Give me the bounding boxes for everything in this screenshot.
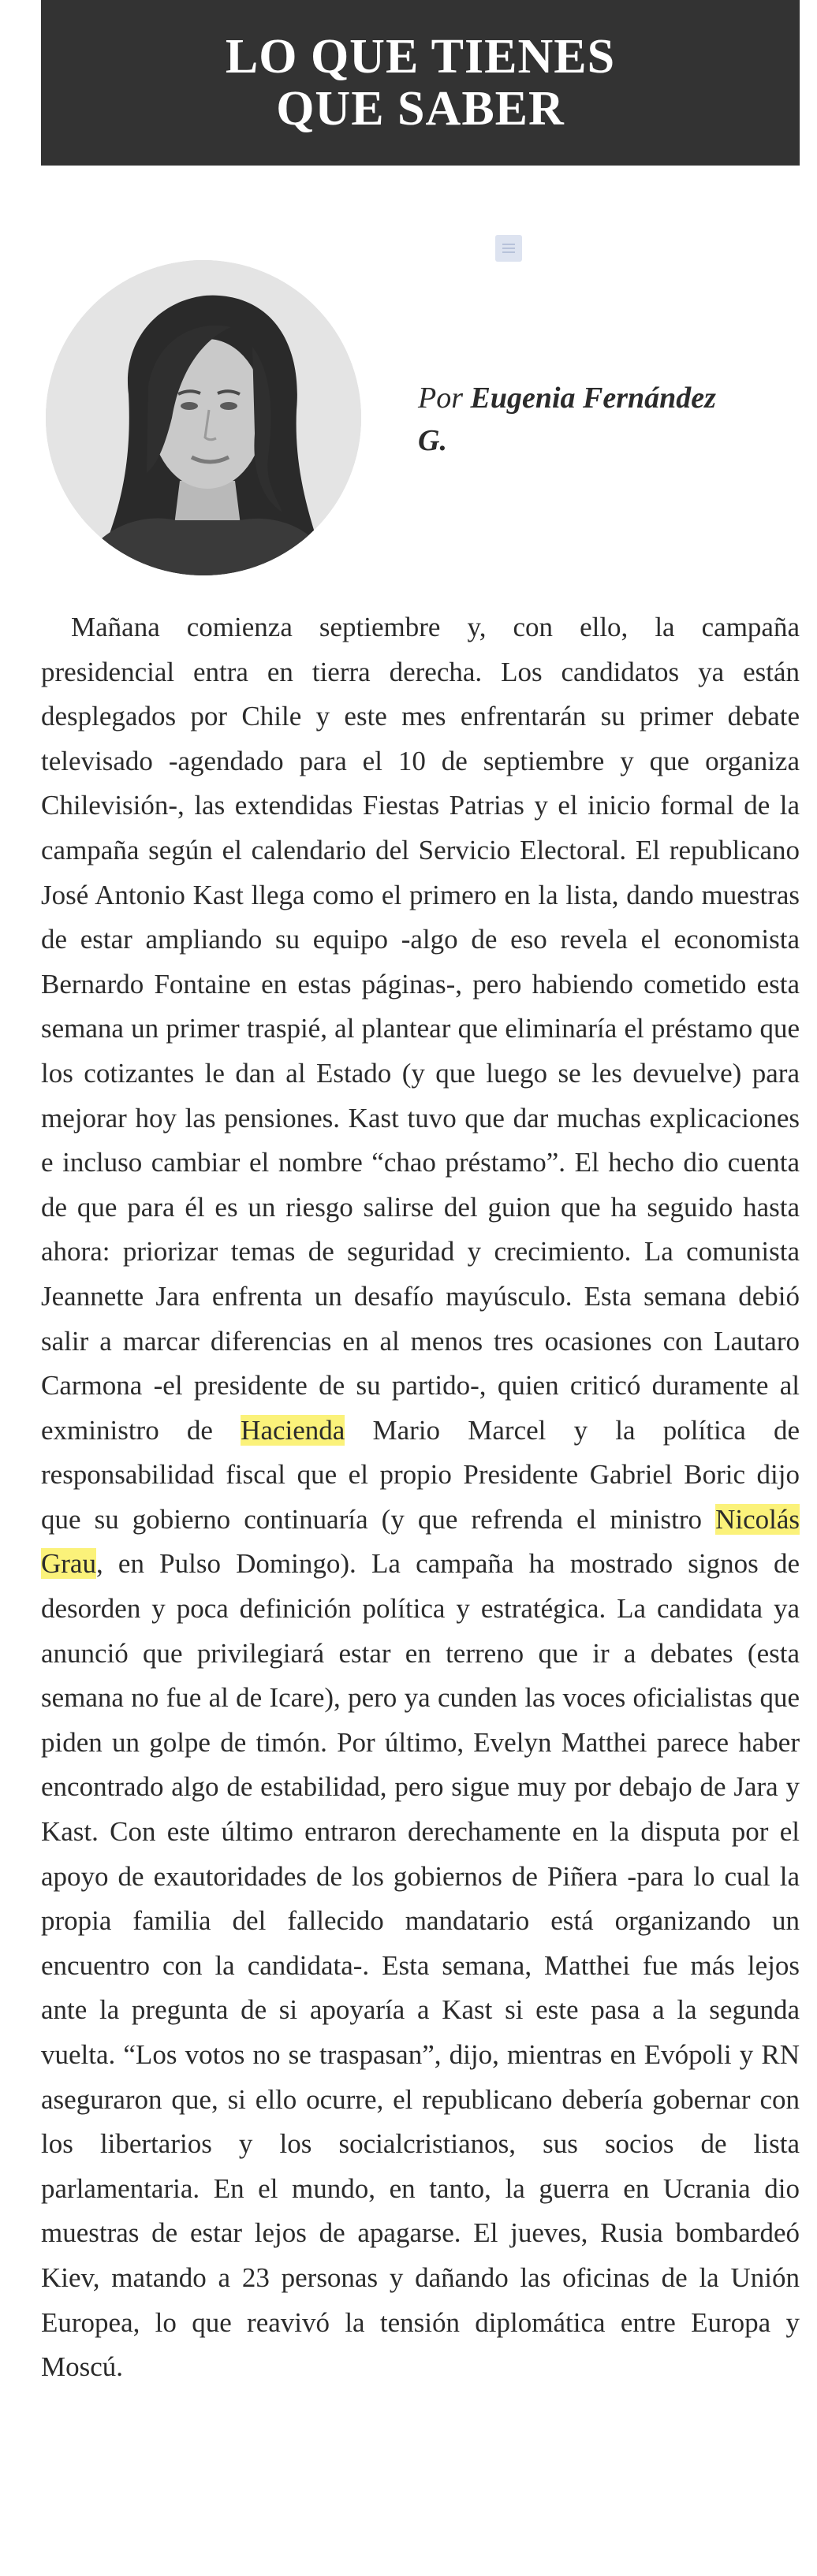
section-header bbox=[41, 0, 800, 166]
byline-prefix: Por bbox=[418, 382, 463, 415]
section-title-line-1: LO QUE TIENES bbox=[225, 30, 616, 84]
highlighted-term-hacienda: Hacienda bbox=[241, 1414, 345, 1446]
article-text-part-3: , en Pulso Domingo). La campaña ha mostrado signos de desorden y poca definición política y estratégica. La candidata ya anunció que privilegiará estar en terreno que ir a debates (esta semana no fue al de Icare), pero ya cunden las voces oficialistas que piden un golpe de timón. Por último, Evelyn Matthei parece haber encontrado algo de estabilidad, pero sigue muy por debajo de Jara y Kast. Con este último entraron derechamente en la disputa por el apoyo de exautoridades de los gobiernos de Piñera -para lo cual la propia familia del fallecido mandatario está organizando un encuentro con la candidata-. Esta semana, Matthei fue más lejos ante la pregunta de si apoyaría a Kast si este pasa a la segunda vuelta. “Los votos no se traspasan”, dijo, mientras en Evópoli y RN aseguraron que, si ello ocurre, el republicano debería gobernar con los libertarios y los socialcristianos, sus socios de lista parlamentaria. En el mundo, en tanto, la guerra en Ucrania dio muestras de estar lejos de apagarse. El jueves, Rusia bombardeó Kiev, matando a 23 personas y dañando las oficinas de la Unión Europea, lo que reavivó la tensión diplomática entre Europa y Moscú. bbox=[41, 1548, 800, 2383]
portrait-image bbox=[46, 260, 361, 575]
text-lines-icon bbox=[495, 235, 522, 262]
article-text-part-2: Mario Marcel y la política de responsabilidad fiscal que el propio Presidente Gabriel Boric dijo que su gobierno continuaría (y que refrenda el ministro bbox=[41, 1414, 800, 1535]
section-title-line-2: QUE SABER bbox=[276, 82, 565, 136]
article-text-part-1: Mañana comienza septiembre y, con ello, la campaña presidencial entra en tierra derecha. Los candidatos ya están desplegados por Chile y este mes enfrentarán su primer debate televisado -agendado para el 10 de septiembre y que organiza Chilevisión-, las extendidas Fiestas Patrias y el inicio formal de la campaña según el calendario del Servicio Electoral. El republicano José Antonio Kast llega como el primero en la lista, dando muestras de estar ampliando su equipo -algo de eso revela el economista Bernardo Fontaine en estas páginas-, pero habiendo cometido esta semana un primer traspié, al plantear que eliminaría el préstamo que los cotizantes le dan al Estado (y que luego se les devuelve) para mejorar hoy las pensiones. Kast tuvo que dar muchas explicaciones e incluso cambiar el nombre “chao préstamo”. El hecho dio cuenta de que para él es un riesgo salirse del guion que ha seguido hasta ahora: priorizar temas de seguridad y crecimiento. La comunista Jeannette Jara enfrenta un desafío mayúsculo. Esta semana debió salir a marcar diferencias en al menos tres ocasiones con Lautaro Carmona -el presidente de su partido-, quien criticó duramente al exministro de bbox=[41, 612, 800, 1446]
byline-author: Eugenia Fernández G. bbox=[418, 382, 716, 457]
author-portrait bbox=[46, 260, 361, 575]
byline bbox=[418, 377, 749, 462]
article-body bbox=[41, 605, 800, 2390]
highlighted-term-nicolas-grau: Nicolás Grau bbox=[41, 1503, 800, 1580]
article-paragraph bbox=[41, 605, 800, 2390]
